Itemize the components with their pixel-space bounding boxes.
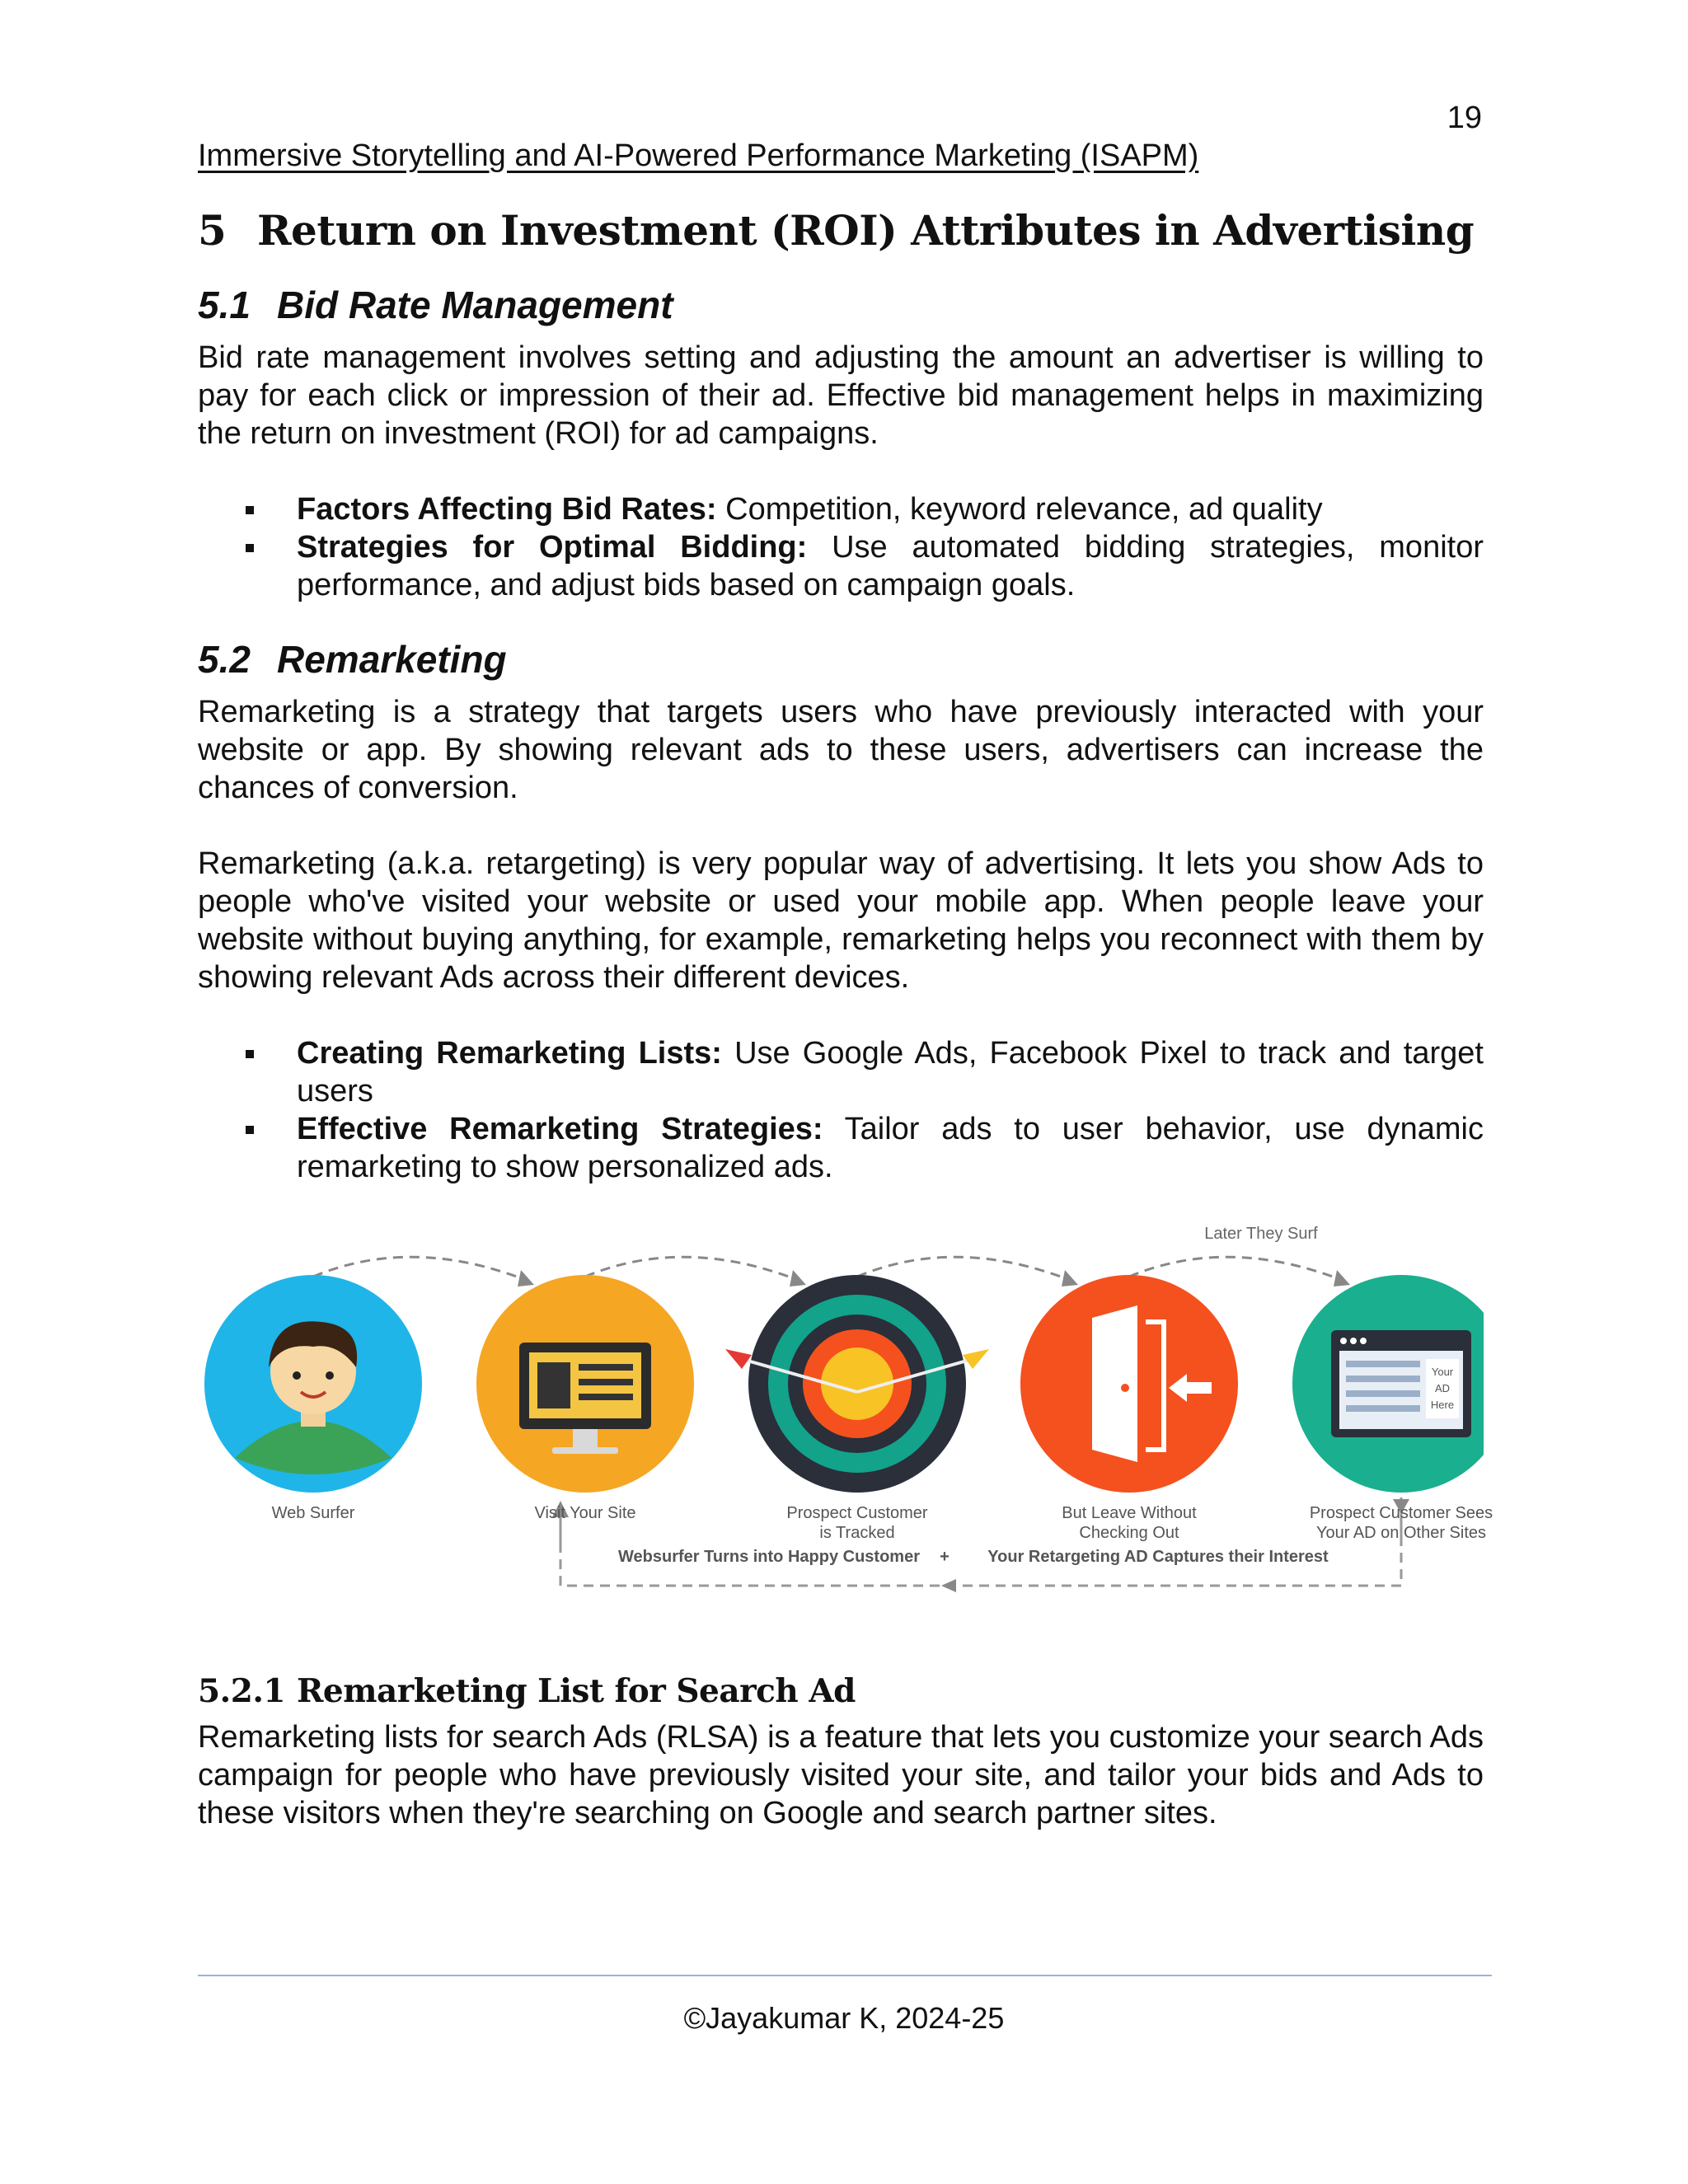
section-5-1-heading [198,283,1484,327]
web-surfer-icon [204,1275,422,1493]
arrowhead-icon [518,1270,534,1286]
bullet-term: Creating Remarketing Lists: [297,1036,722,1071]
section-number: 5 [198,206,227,255]
section-title: Bid Rate Management [277,284,673,326]
exit-door-icon [1020,1275,1238,1493]
page-content [198,206,1493,1870]
ad-text: Your [1431,1366,1454,1378]
step-label: Prospect Customer is Tracked [786,1504,928,1542]
paragraph: Bid rate management involves setting and adjusting the amount an advertiser is willing to pay for each click or impression of their ad. Effective bid management helps in maximizing the return on investment (ROI) for ad campaigns. [198,340,1484,451]
later-they-surf-label: Later They Surf [1204,1225,1318,1243]
list-item [297,528,1484,604]
section-number: 5.1 [198,284,251,326]
step-label: Visit Your Site [534,1504,636,1522]
bullet-text: Use automated bidding strategies, monitor performance, and adjust bids based on campaign goals. [297,530,1484,602]
step-label: But Leave Without Checking Out [1062,1504,1197,1542]
remarketing-diagram [198,1219,1484,1631]
section-number: 5.2.1 [198,1672,286,1710]
ad-text: Here [1430,1399,1455,1411]
target-icon [725,1275,989,1493]
arrowhead-icon [790,1270,806,1286]
page-number: 19 [1447,101,1482,135]
bullet-text: Competition, keyword relevance, ad quality [716,492,1323,527]
paragraph: Remarketing (a.k.a. retargeting) is very popular way of advertising. It lets you show Ads to people who've visited your website or used your mobile app. When people leave your website without buying anything, for example, remarketing helps you reconnect with them by showing relevant Ads across their different devices. [198,846,1484,995]
section-title: Return on Investment (ROI) Attributes in Advertising [257,206,1475,255]
list-item [297,1110,1484,1186]
section-title: Remarketing List for Search Ad [297,1672,856,1710]
bullet-term: Effective Remarketing Strategies: [297,1112,823,1146]
paragraph: Remarketing is a strategy that targets users who have previously interacted with your website or app. By showing relevant ads to these users, advertisers can increase the chances of conversion. [198,695,1484,805]
paragraph: Remarketing lists for search Ads (RLSA) is a feature that lets you customize your search Ads campaign for people who have previously visited your site, and tailor your bids and Ads to these visitors when they're searching on Google and search partner sites. [198,1720,1484,1830]
footer-divider [198,1975,1492,1976]
running-header: Immersive Storytelling and AI-Powered Performance Marketing (ISAPM) [198,138,1199,173]
browser-ad-icon [1292,1275,1484,1493]
section-5-heading [198,206,1484,255]
bullet-list [198,1034,1484,1186]
section-5-2-1-heading [198,1672,1484,1710]
bullet-text: Use Google Ads, Facebook Pixel to track and target users [297,1036,1484,1108]
section-title: Remarketing [277,638,507,681]
section-5-2-heading [198,637,1484,682]
bullet-icon [246,1050,254,1058]
bullet-list [198,490,1484,604]
arc-arrow [585,1257,799,1281]
step-label: Web Surfer [271,1504,355,1522]
bullet-term: Strategies for Optimal Bidding: [297,530,808,565]
bullet-icon [246,506,254,514]
footer-copyright: ©Jayakumar K, 2024-25 [683,2001,1005,2035]
bullet-text: Tailor ads to user behavior, use dynamic remarketing to show personalized ads. [297,1112,1484,1184]
monitor-icon [476,1275,694,1493]
svg-text:+: + [940,1548,950,1566]
arc-arrow [1129,1257,1343,1281]
arrowhead-icon [1334,1270,1350,1286]
arc-arrow [857,1257,1071,1281]
bullet-icon [246,544,254,552]
section-number: 5.2 [198,638,251,681]
list-item [297,1034,1484,1110]
arrowhead-icon [941,1579,956,1592]
loop-text-left: Websurfer Turns into Happy Customer [618,1548,920,1566]
remarketing-figure [198,1219,1493,1631]
list-item [297,490,1484,528]
arrowhead-icon [1062,1270,1078,1286]
arc-arrow [313,1257,528,1281]
loop-text-right: Your Retargeting AD Captures their Interest [987,1548,1329,1566]
step-label: Prospect Customer Sees Your AD on Other Sites [1309,1504,1493,1542]
bullet-icon [246,1126,254,1134]
bullet-term: Factors Affecting Bid Rates: [297,492,717,527]
ad-text: AD [1434,1382,1451,1394]
